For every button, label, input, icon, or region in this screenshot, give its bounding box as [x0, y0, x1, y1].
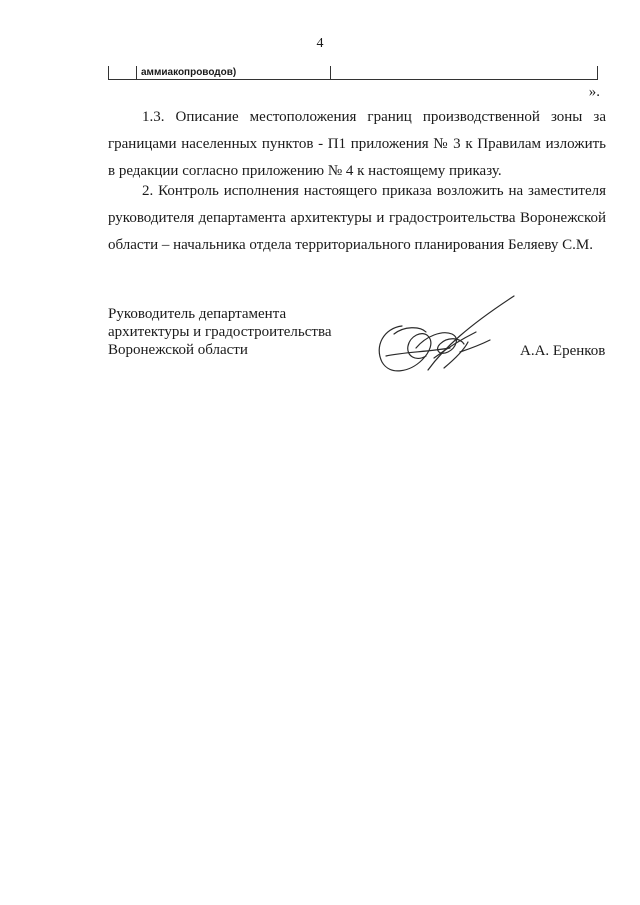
paragraph-body: границами населенных пунктов - П1 приложения № 3 к Правилам изложить в редакции согласно приложению № 4 к настоящему приказу. — [108, 136, 606, 179]
paragraph-body: руководителя департамента архитектуры и градостроительства Воронежской области – начальника отдела территориального планирования Беляеву С.М. — [108, 210, 606, 253]
table-cell-empty — [331, 66, 597, 79]
table-fragment — [108, 66, 598, 80]
paragraph-1-3 — [108, 104, 606, 185]
paragraph-2 — [108, 178, 606, 259]
page-number: 4 — [316, 36, 324, 51]
paragraph-first-line: 1.3. Описание местоположения границ производственной зоны за — [142, 109, 606, 125]
table-cell-text: аммиакопроводов) — [137, 66, 331, 79]
signer-name: А.А. Еренков — [520, 343, 606, 359]
position-line: Воронежской области — [108, 342, 248, 358]
position-line: архитектуры и градостроительства — [108, 324, 332, 340]
paragraph-first-line: 2. Контроль исполнения настоящего приказа возложить на заместителя — [142, 183, 606, 199]
handwritten-signature — [364, 286, 524, 386]
signatory-position — [108, 305, 348, 359]
closing-quote: ». — [588, 84, 600, 100]
table-cell-number — [109, 66, 137, 79]
position-line: Руководитель департамента — [108, 306, 287, 322]
